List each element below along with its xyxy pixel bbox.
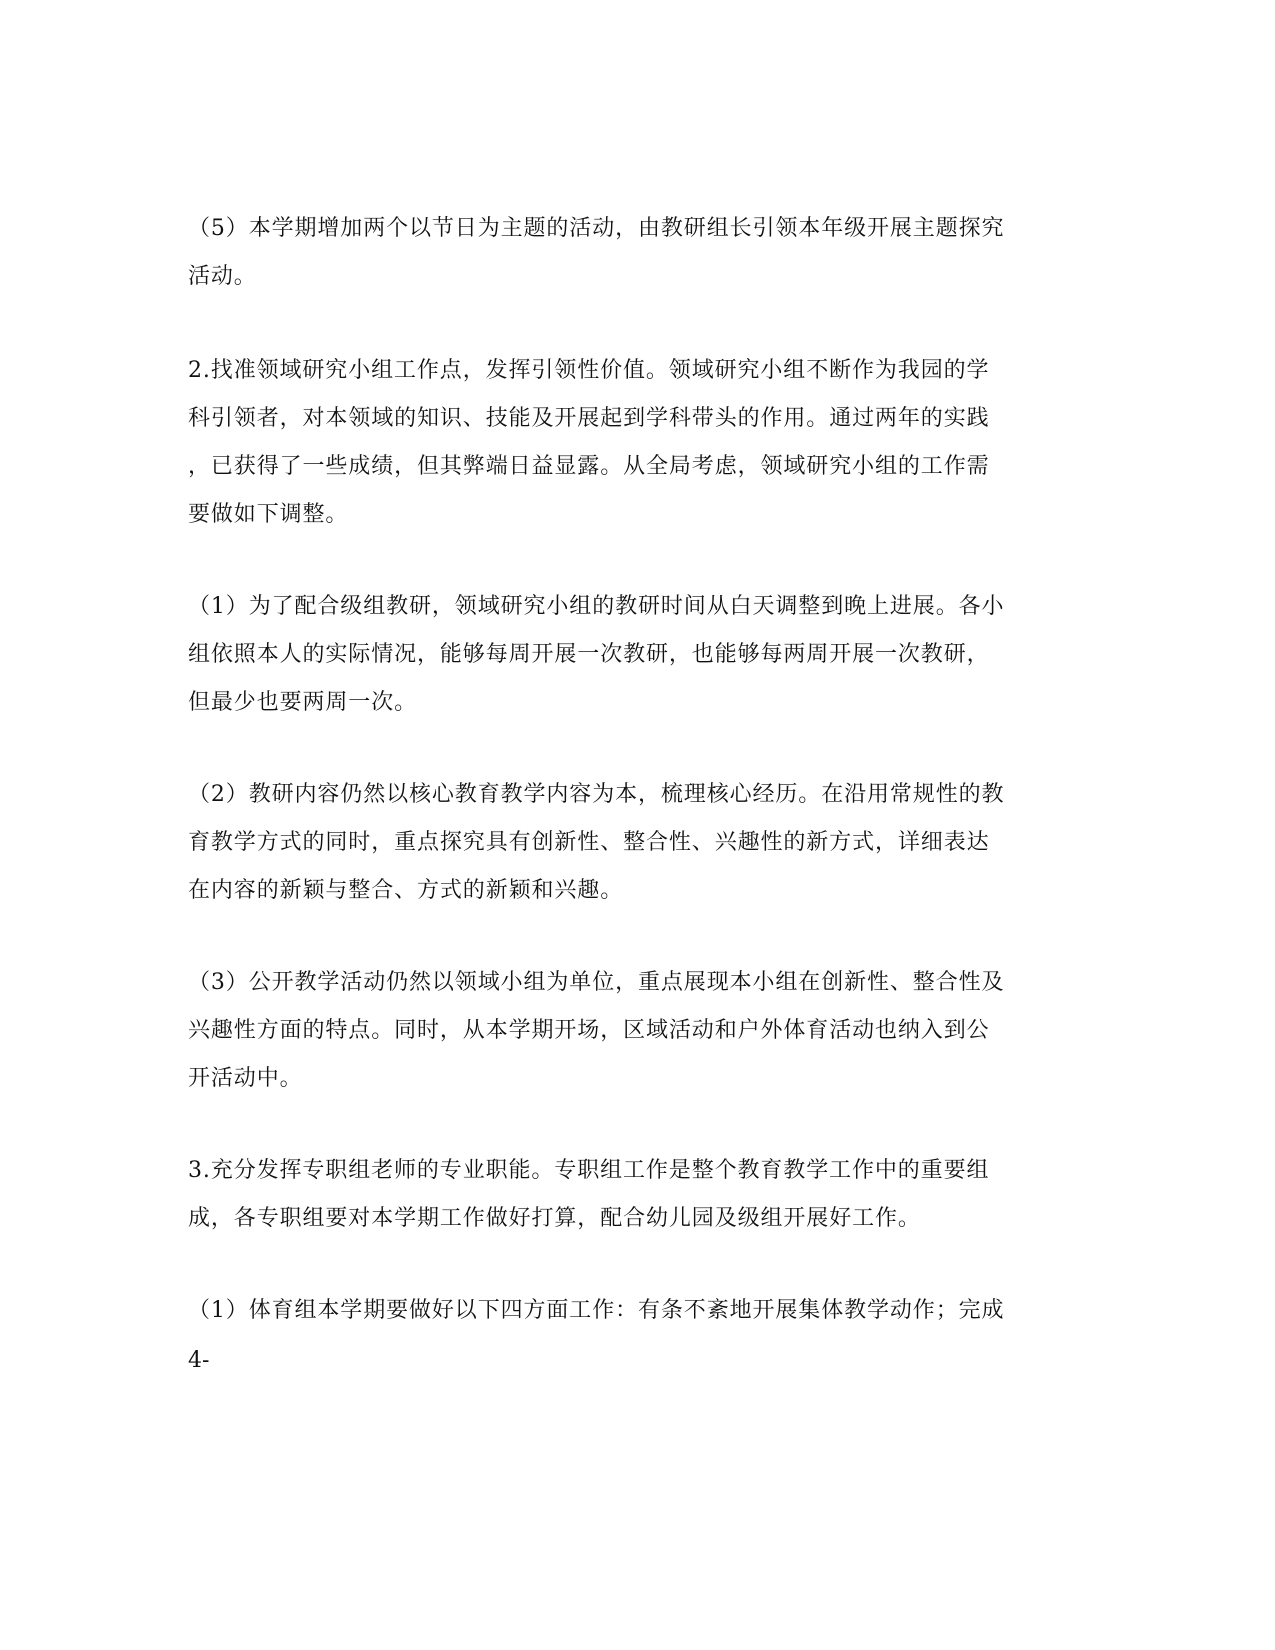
paragraph-open-teaching: （3）公开教学活动仍然以领域小组为单位，重点展现本小组在创新性、整合性及 兴趣性方面的特点。同时，从本学期开场，区域活动和户外体育活动也纳入到公 开活动中。 bbox=[188, 970, 1005, 1091]
paragraph-domain-research-groups: 2.找准领域研究小组工作点，发挥引领性价值。领域研究小组不断作为我园的学 科引领者，对本领域的知识、技能及开展起到学科带头的作用。通过两年的实践 ，已获得了一些成绩，但其弊端日益显露。从全局考虑，领域研究小组的工作需 要做如下调整。 bbox=[188, 358, 990, 527]
page-number: 4- bbox=[188, 1348, 210, 1373]
paragraph-specialist-teachers: 3.充分发挥专职组老师的专业职能。专职组工作是整个教育教学工作中的重要组 成，各专职组要对本学期工作做好打算，配合幼儿园及级组开展好工作。 bbox=[188, 1158, 990, 1231]
paragraph-pe-group: （1）体育组本学期要做好以下四方面工作：有条不紊地开展集体教学动作；完成 bbox=[188, 1298, 1005, 1323]
paragraph-research-schedule: （1）为了配合级组教研，领域研究小组的教研时间从白天调整到晚上进展。各小 组依照本人的实际情况，能够每周开展一次教研，也能够每两周开展一次教研， 但最少也要两周一次。 bbox=[188, 594, 1005, 715]
paragraph-festival-activities: （5）本学期增加两个以节日为主题的活动，由教研组长引领本年级开展主题探究 活动。 bbox=[188, 216, 1005, 289]
paragraph-research-content: （2）教研内容仍然以核心教育教学内容为本，梳理核心经历。在沿用常规性的教 育教学方式的同时，重点探究具有创新性、整合性、兴趣性的新方式，详细表达 在内容的新颖与整合、方式的新颖和兴趣。 bbox=[188, 782, 1005, 903]
document-body bbox=[188, 205, 1068, 1335]
